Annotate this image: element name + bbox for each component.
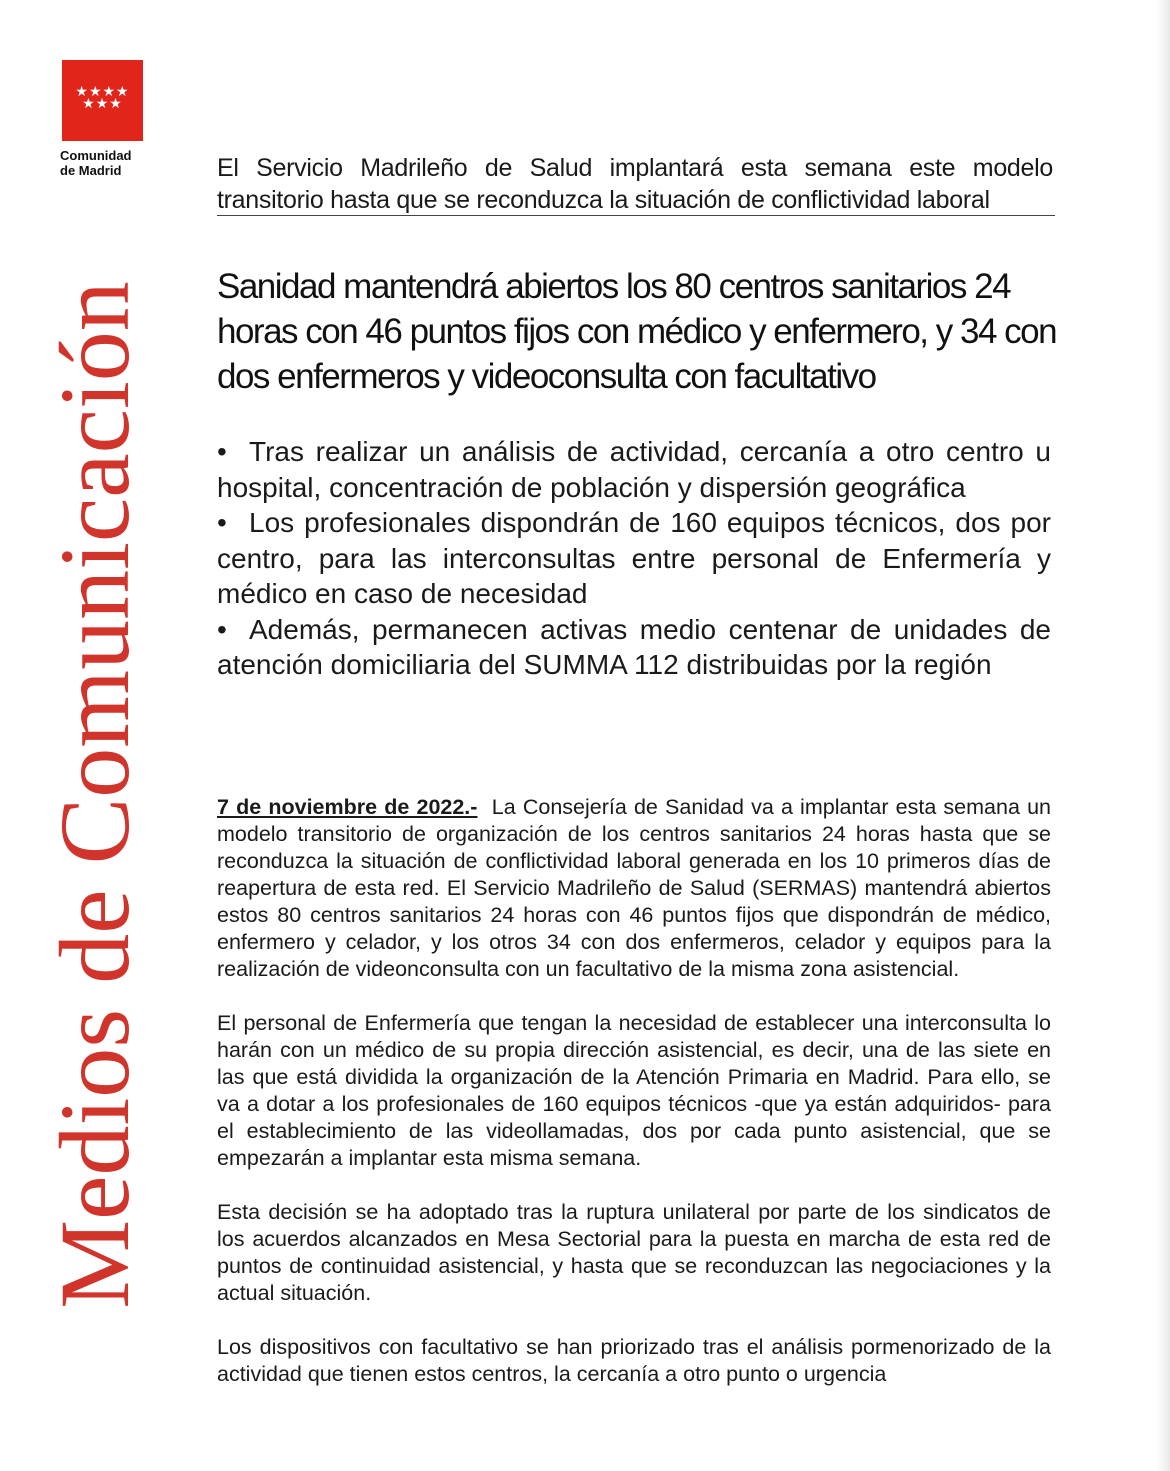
logo-stars-top-icon: ★★★★	[75, 84, 130, 100]
bullet-item	[217, 434, 1051, 505]
bullet-text: Además, permanecen activas medio centenar de unidades de atención domiciliaria del SUMMA 112 distribuidas por la región	[217, 613, 1051, 680]
dateline: 7 de noviembre de 2022.-	[217, 795, 478, 819]
body-paragraph-1-text: La Consejería de Sanidad va a implantar esta semana un modelo transitorio de organización de los centros sanitarios 24 horas hasta que se reconduzca la situación de conflictividad laboral generada en los 10 primeros días de reapertura de esta red. El Servicio Madrileño de Salud (SERMAS) mantendrá abiertos estos 80 centros sanitarios 24 horas con 46 puntos fijos que dispondrán de médico, enfermero y celador, y los otros 34 con dos enfermeros, celador y equipos para la realización de videonconsulta con un facultativo de la misma zona asistencial.	[217, 795, 1051, 981]
bullet-dot-icon: •	[217, 613, 227, 645]
summary-bullet-list	[217, 434, 1051, 683]
subtitle-divider	[217, 215, 1055, 216]
body-paragraph-3: Esta decisión se ha adoptado tras la ruptura unilateral por parte de los sindicatos de los acuerdos alcanzados en Mesa Sectorial para la puesta en marcha de esta red de puntos de continuidad asistencial, y hasta que se reconduzcan las negociaciones y la actual situación.	[217, 1200, 1051, 1305]
side-section-label: Medios de Comunicación	[39, 281, 150, 1309]
logo-caption	[60, 148, 160, 178]
logo-caption-line1: Comunidad	[60, 148, 132, 163]
body-paragraph-1	[217, 794, 1051, 983]
body-paragraph-2: El personal de Enfermería que tengan la necesidad de establecer una interconsulta lo harán con un médico de su propia dirección asistencial, es decir, una de las siete en las que está dividida la organización de la Atención Primaria en Madrid. Para ello, se va a dotar a los profesionales de 160 equipos técnicos -que ya están adquiridos- para el establecimiento de las videollamadas, dos por cada punto asistencial, que se empezarán a implantar esta misma semana.	[217, 1011, 1051, 1170]
logo-caption-line2: de Madrid	[60, 163, 122, 178]
bullet-item	[217, 612, 1051, 683]
headline: Sanidad mantendrá abiertos los 80 centros sanitarios 24 horas con 46 puntos fijos con médico y enfermero, y 34 con dos enfermeros y videoconsulta con facultativo	[217, 267, 1057, 396]
subtitle: El Servicio Madrileño de Salud implantará esta semana este modelo transitorio hasta que se reconduzca la situación de conflictividad laboral	[217, 154, 1053, 214]
bullet-text: Los profesionales dispondrán de 160 equipos técnicos, dos por centro, para las interconsultas entre personal de Enfermería y médico en caso de necesidad	[217, 507, 1051, 609]
bullet-text: Tras realizar un análisis de actividad, cercanía a otro centro u hospital, concentración de población y dispersión geográfica	[217, 436, 1051, 503]
article-body	[217, 794, 1051, 1415]
page-edge-shadow	[1156, 0, 1170, 1471]
bullet-dot-icon: •	[217, 507, 227, 538]
logo-stars-bottom-icon: ★★★	[82, 96, 123, 112]
comunidad-madrid-logo	[62, 60, 143, 141]
bullet-item	[217, 505, 1051, 612]
body-paragraph-4: Los dispositivos con facultativo se han priorizado tras el análisis pormenorizado de la actividad que tienen estos centros, la cercanía a otro punto o urgencia	[217, 1335, 1051, 1386]
bullet-dot-icon: •	[217, 436, 227, 467]
